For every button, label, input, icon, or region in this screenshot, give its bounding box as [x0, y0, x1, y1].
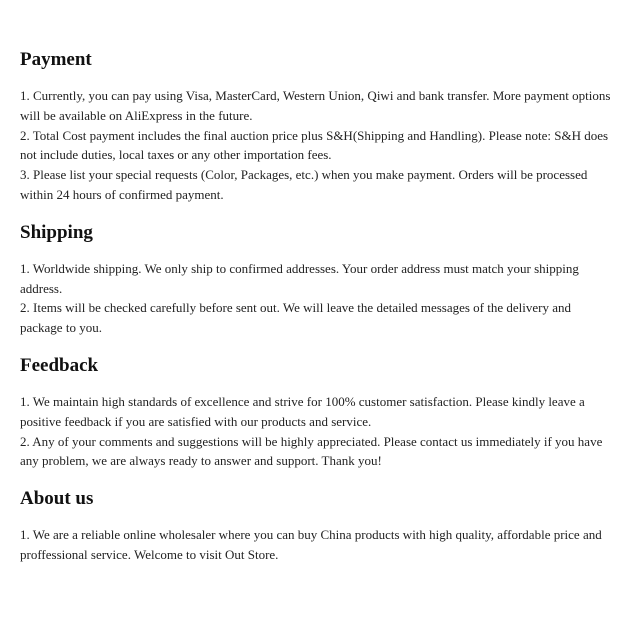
feedback-item-1: 1. We maintain high standards of excellence and strive for 100% customer satisfaction. Please kindly leave a positive feedback if you are satisfied with our products and service. — [20, 393, 585, 429]
about-us-body — [20, 525, 616, 565]
about-us-item-1: 1. We are a reliable online wholesaler where you can buy China products with high quality, affordable price and proffessional service. Welcome to visit Out Store. — [20, 527, 602, 562]
shipping-heading: Shipping — [20, 221, 93, 243]
shipping-item-1: 1. Worldwide shipping. We only ship to confirmed addresses. Your order address must match your shipping address. — [20, 260, 579, 296]
policy-document — [20, 48, 616, 581]
payment-item-1: 1. Currently, you can pay using Visa, MasterCard, Western Union, Qiwi and bank transfer. More payment options will be available on AliExpress in the future. — [20, 88, 611, 123]
payment-item-3: 3. Please list your special requests (Color, Packages, etc.) when you make payment. Orders will be processed within 24 hours of confirmed payment. — [20, 167, 588, 202]
payment-heading: Payment — [20, 49, 92, 70]
shipping-section — [20, 221, 616, 338]
shipping-body — [20, 259, 616, 338]
payment-item-2: 2. Total Cost payment includes the final auction price plus S&H(Shipping and Handling). Please note: S&H does not include duties, local taxes or any other importation fees. — [20, 127, 609, 163]
shipping-item-2: 2. Items will be checked carefully before sent out. We will leave the detailed messages of the delivery and package to you. — [20, 300, 572, 336]
payment-body — [20, 86, 616, 205]
about-us-heading: About us — [20, 488, 94, 510]
feedback-item-2: 2. Any of your comments and suggestions will be highly appreciated. Please contact us immediately if you have any problem, we are always ready to answer and support. Thank you! — [20, 433, 603, 469]
payment-section — [20, 48, 616, 205]
feedback-section — [20, 354, 616, 471]
feedback-heading: Feedback — [20, 354, 99, 376]
about-us-section — [20, 487, 616, 565]
feedback-body — [20, 392, 616, 471]
